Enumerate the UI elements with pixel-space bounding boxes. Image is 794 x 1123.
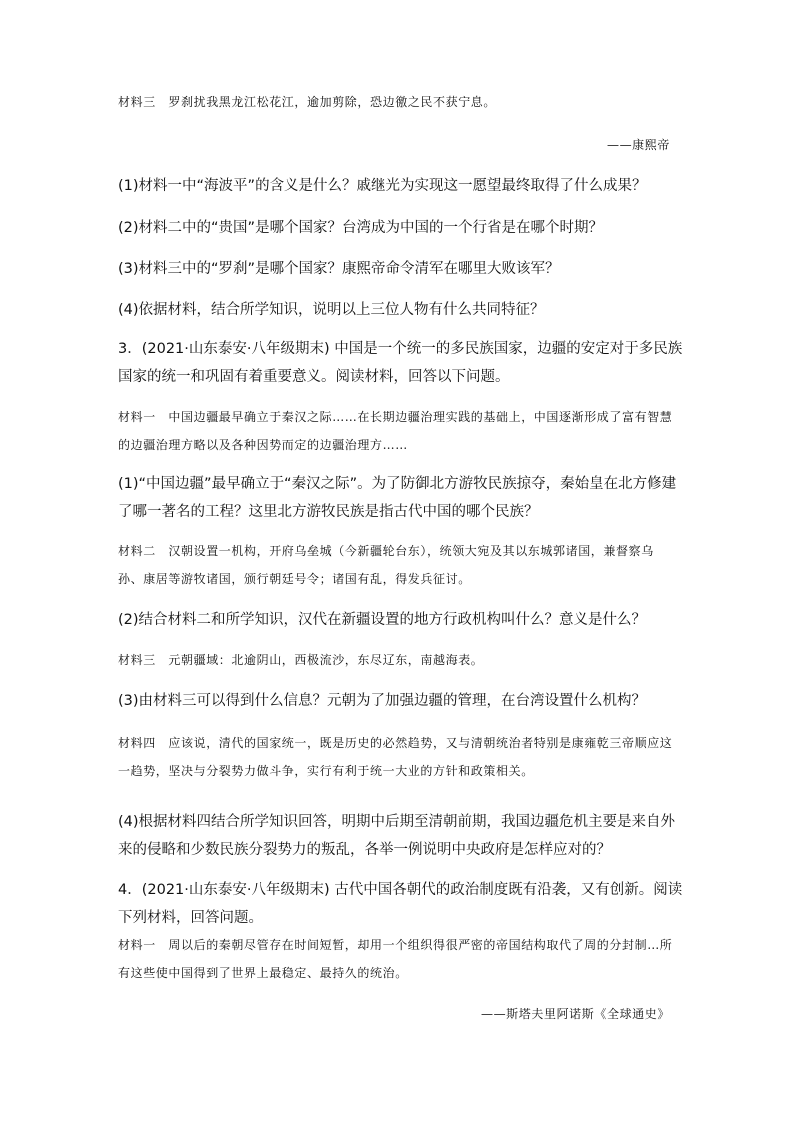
question-3-stem: 3．(2021·山东泰安·八年级期末) 中国是一个统一的多民族国家，边疆的安定对于多民族国家的统一和巩固有着重要意义。阅读材料，回答以下问题。 [118,341,683,385]
question-3-sub-4: (4)根据材料四结合所学知识回答，明期中后期至清朝前期，我国边疆危机主要是来自外来的侵略和少数民族分裂势力的叛乱，各举一例说明中央政府是怎样应对的？ [118,814,676,858]
question-4-stem: 4．(2021·山东泰安·八年级期末) 古代中国各朝代的政治制度既有沿袭，又有创新。阅读下列材料，回答问题。 [118,882,683,926]
attribution-kangxi: ——康熙帝 [606,138,670,152]
question-3-sub-2: (2)结合材料二和所学知识，汉代在新疆设置的地方行政机构叫什么？意义是什么？ [118,612,647,628]
question-2-sub-4: (4)依据材料，结合所学知识，说明以上三位人物有什么共同特征？ [118,302,545,318]
question-3-sub-1: (1)“中国边疆”最早确立于“秦汉之际”。为了防御北方游牧民族掠夺，秦始皇在北方修建了哪一著名的工程？这里北方游牧民族是指古代中国的哪个民族？ [118,476,677,520]
material-3-kangxi-quote: 材料三 罗刹扰我黑龙江松花江，逾加剪除，恐边徼之民不获宁息。 [118,95,497,109]
question-2-sub-1: (1)材料一中“海波平”的含义是什么？戚继光为实现这一愿望最终取得了什么成果？ [118,178,647,194]
question-3-material-4: 材料四 应该说，清代的国家统一，既是历史的必然趋势，又与清朝统治者特别是康雍乾三帝顺应这一趋势，坚决与分裂势力做斗争，实行有利于统一大业的方针和政策相关。 [118,736,673,778]
question-3-material-2: 材料二 汉朝设置一机构，开府乌垒城（今新疆轮台东），统领大宛及其以东城郭诸国，兼督察乌孙、康居等游牧诸国，颁行朝廷号令；诸国有乱，得发兵征讨。 [118,544,654,586]
attribution-stavrianos: ——斯塔夫里阿诺斯《全球通史》 [480,1007,670,1021]
question-2-sub-2: (2)材料二中的“贵国”是哪个国家？台湾成为中国的一个行省是在哪个时期？ [118,220,604,236]
question-3-sub-3: (3)由材料三可以得到什么信息？元朝为了加强边疆的管理，在台湾设置什么机构？ [118,693,647,709]
question-3-material-3: 材料三 元朝疆域：北逾阴山，西极流沙，东尽辽东，南越海表。 [118,653,484,667]
question-2-sub-3: (3)材料三中的“罗刹”是哪个国家？康熙帝命令清军在哪里大败该军？ [118,261,560,277]
question-4-material-1: 材料一 周以后的秦朝尽管存在时间短暂，却用一个组织得很严密的帝国结构取代了周的分封制…所有这些使中国得到了世界上最稳定、最持久的统治。 [118,938,673,980]
question-3-material-1: 材料一 中国边疆最早确立于秦汉之际……在长期边疆治理实践的基础上，中国逐渐形成了富有智慧的边疆治理方略以及各种因势而定的边疆治理方…… [118,410,673,452]
